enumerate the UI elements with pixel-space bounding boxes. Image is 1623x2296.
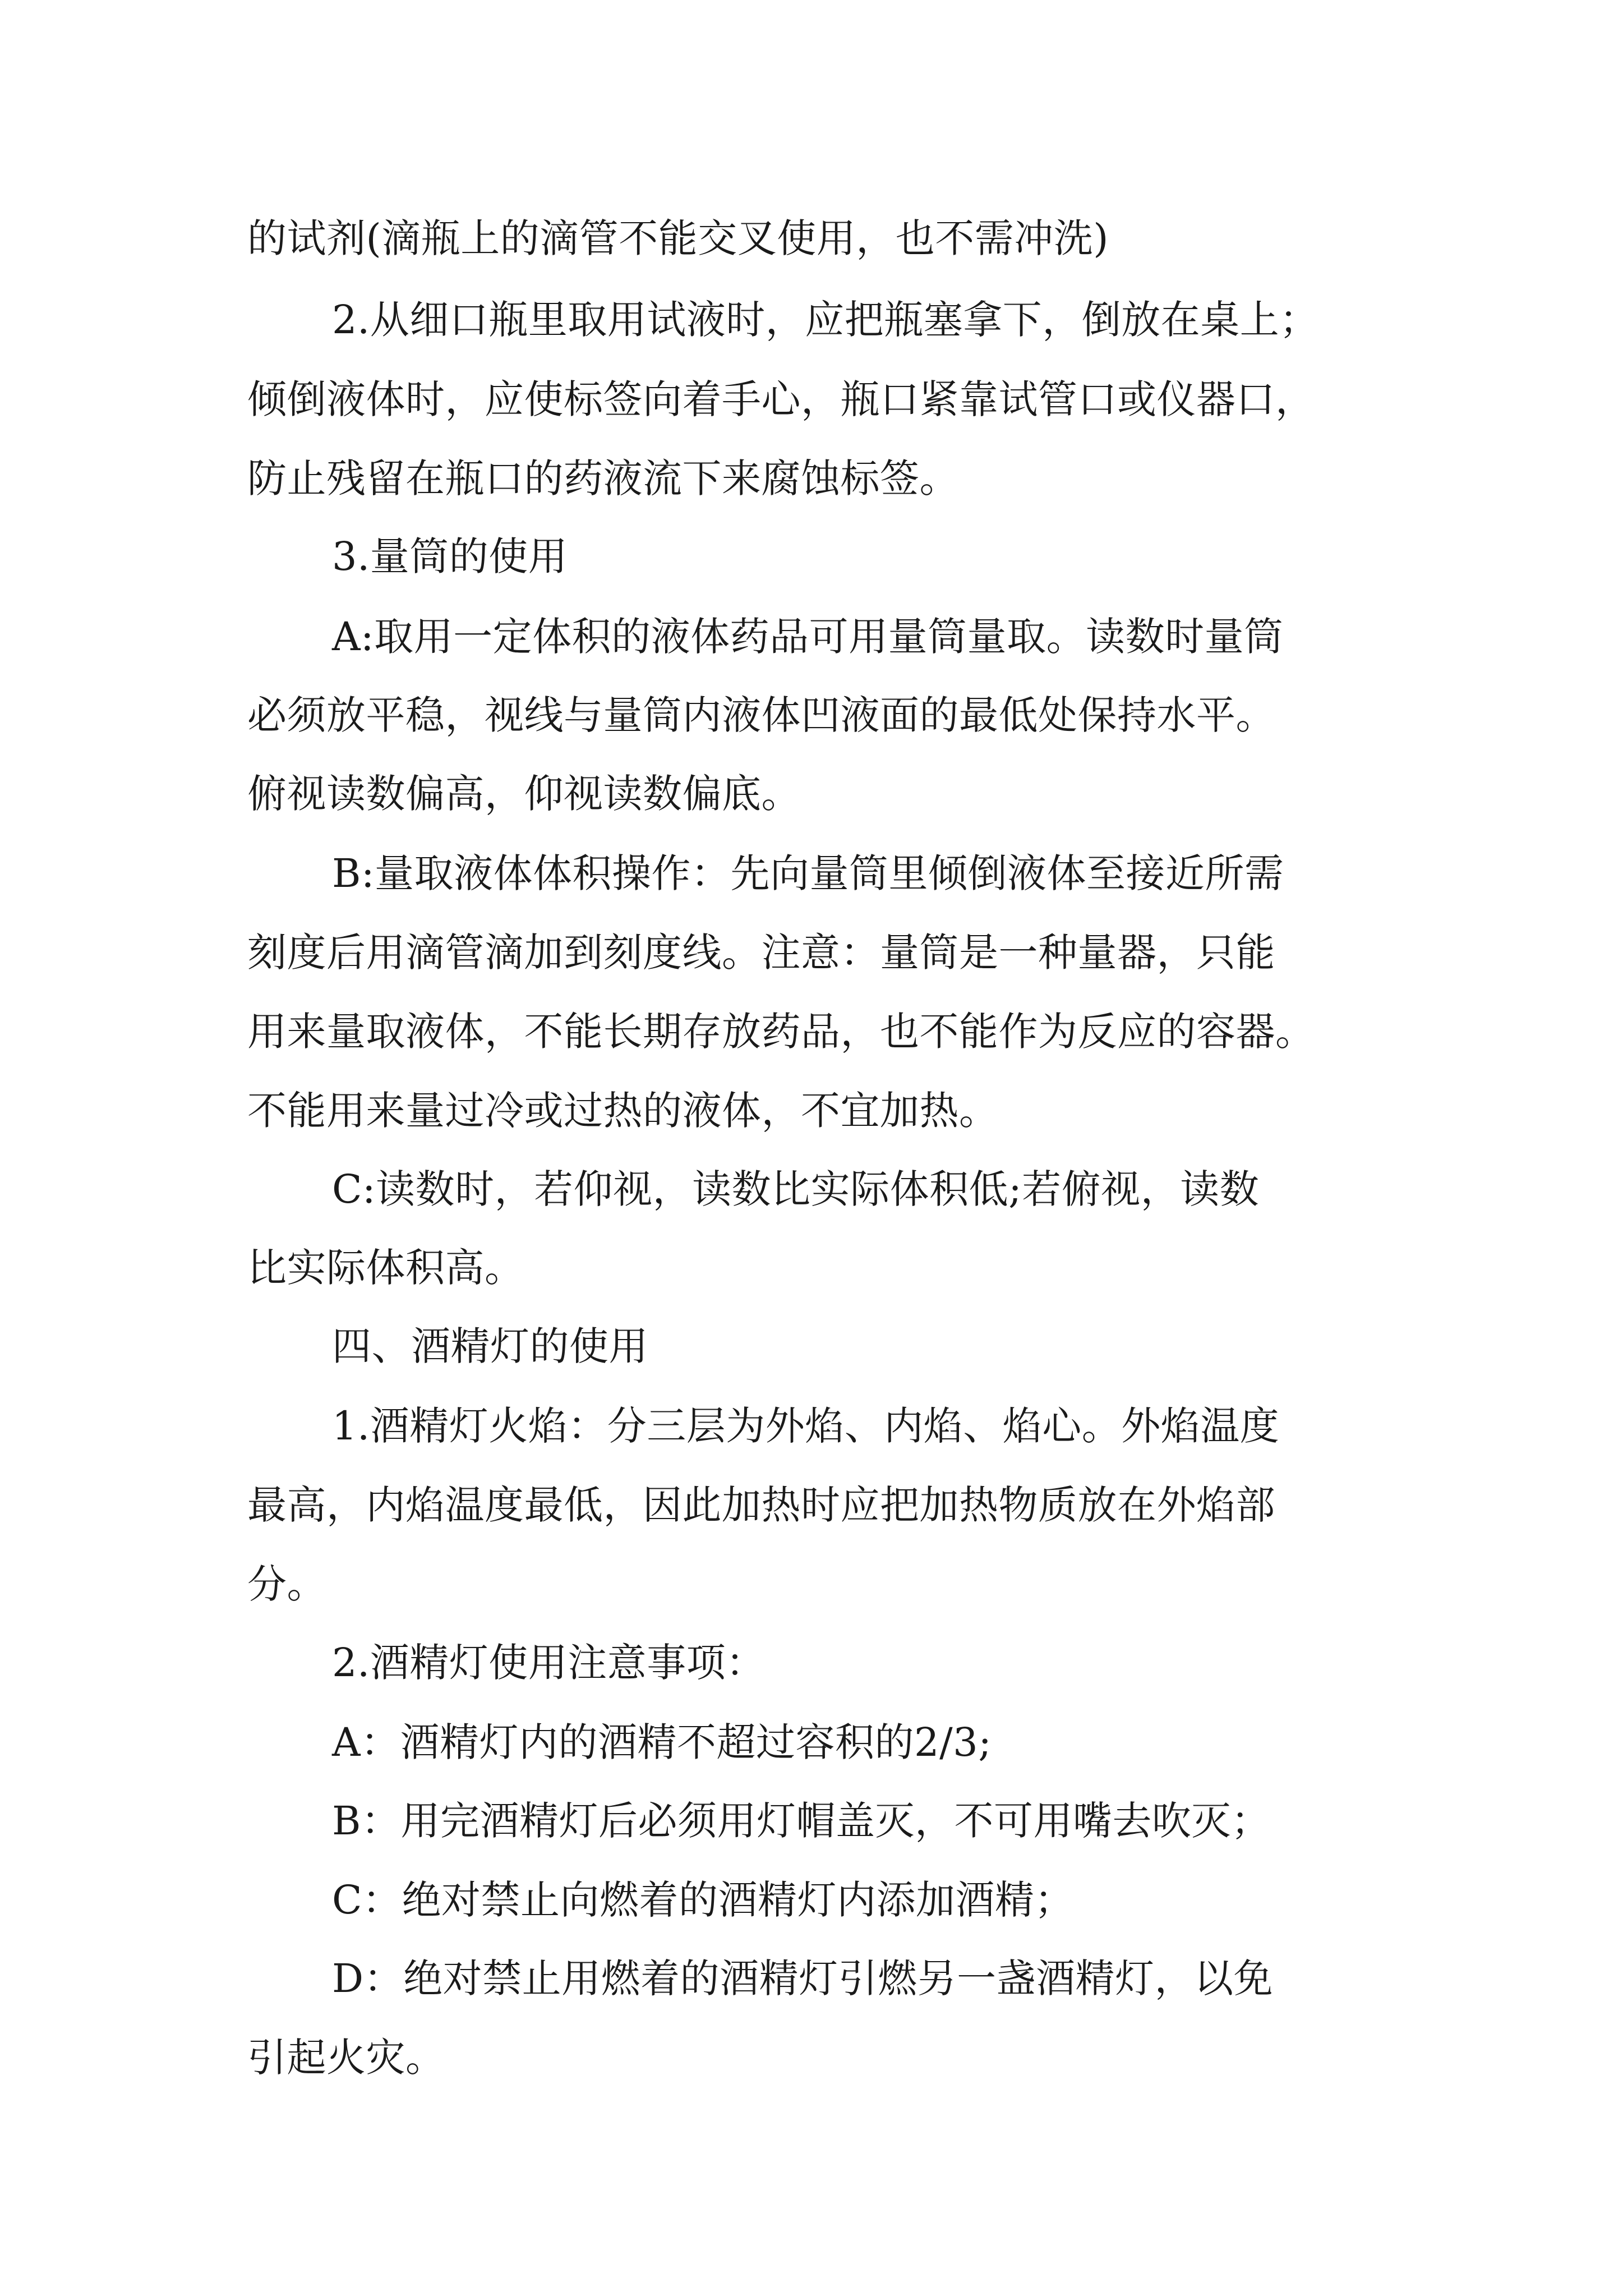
text-line-9: B:量取液体体积操作：先向量筒里倾倒液体至接近所需	[332, 850, 1284, 896]
text-line-22: C：绝对禁止向燃着的酒精灯内添加酒精；	[332, 1877, 1075, 1923]
text-line-3: 倾倒液体时，应使标签向着手心，瓶口紧靠试管口或仪器口，	[247, 376, 1315, 422]
text-line-23: D：绝对禁止用燃着的酒精灯引燃另一盏酒精灯，以免	[332, 1955, 1274, 2001]
text-line-21: B：用完酒精灯后必须用灯帽盖灭，不可用嘴去吹灭；	[332, 1798, 1271, 1844]
text-line-10: 刻度后用滴管滴加到刻度线。注意：量筒是一种量器，只能	[247, 930, 1275, 976]
text-line-11: 用来量取液体，不能长期存放药品，也不能作为反应的容器。	[247, 1009, 1315, 1055]
text-line-2: 2.从细口瓶里取用试液时，应把瓶塞拿下，倒放在桌上；	[332, 297, 1319, 343]
text-line-4: 防止残留在瓶口的药液流下来腐蚀标签。	[247, 455, 959, 501]
text-line-12: 不能用来量过冷或过热的液体，不宜加热。	[247, 1088, 999, 1134]
text-line-13: C:读数时，若仰视，读数比实际体积低;若俯视，读数	[332, 1166, 1260, 1212]
text-line-8: 俯视读数偏高，仰视读数偏底。	[247, 771, 801, 817]
text-line-5: 3.量筒的使用	[332, 533, 568, 579]
text-line-17: 最高，内焰温度最低，因此加热时应把加热物质放在外焰部	[247, 1482, 1275, 1528]
text-line-14: 比实际体积高。	[247, 1245, 524, 1291]
text-line-15: 四、酒精灯的使用	[332, 1323, 648, 1369]
text-line-6: A:取用一定体积的液体药品可用量筒量取。读数时量筒	[332, 614, 1284, 660]
text-line-20: A：酒精灯内的酒精不超过容积的2/3;	[332, 1719, 992, 1765]
text-line-1: 的试剂(滴瓶上的滴管不能交叉使用，也不需冲洗)	[247, 215, 1109, 261]
text-line-16: 1.酒精灯火焰：分三层为外焰、内焰、焰心。外焰温度	[332, 1403, 1280, 1449]
text-line-19: 2.酒精灯使用注意事项：	[332, 1640, 766, 1686]
text-line-18: 分。	[247, 1561, 326, 1607]
text-line-24: 引起火灾。	[247, 2035, 445, 2081]
text-line-7: 必须放平稳，视线与量筒内液体凹液面的最低处保持水平。	[247, 692, 1275, 738]
